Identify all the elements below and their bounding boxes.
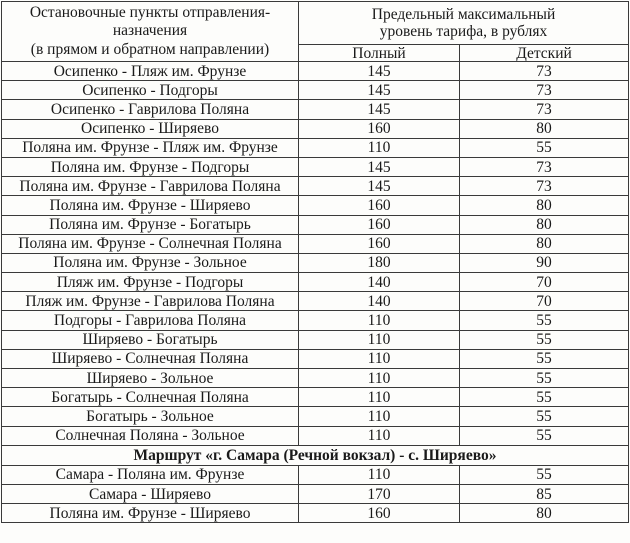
full-fare-cell: 160 xyxy=(299,215,460,234)
table-row xyxy=(2,157,629,176)
full-fare-cell: 180 xyxy=(299,253,460,272)
route-cell: Пляж им. Фрунзе - Подгоры xyxy=(2,273,299,292)
child-fare-cell: 90 xyxy=(460,253,629,272)
route-cell: Осипенко - Ширяево xyxy=(2,119,299,138)
table-row xyxy=(2,407,629,426)
full-fare-cell: 110 xyxy=(299,407,460,426)
table-row xyxy=(2,138,629,157)
full-fare-cell: 145 xyxy=(299,177,460,196)
route-cell: Ширяево - Солнечная Поляна xyxy=(2,349,299,368)
route-cell: Поляна им. Фрунзе - Зольное xyxy=(2,253,299,272)
full-fare-cell: 160 xyxy=(299,504,460,523)
route-cell: Подгоры - Гаврилова Поляна xyxy=(2,311,299,330)
table-row xyxy=(2,273,629,292)
child-fare-cell: 80 xyxy=(460,196,629,215)
full-fare-cell: 110 xyxy=(299,465,460,484)
section-routes-body xyxy=(2,465,629,523)
section-body xyxy=(2,445,629,465)
full-fare-cell: 160 xyxy=(299,119,460,138)
route-cell: Осипенко - Пляж им. Фрунзе xyxy=(2,62,299,81)
full-fare-cell: 140 xyxy=(299,273,460,292)
child-fare-cell: 85 xyxy=(460,484,629,503)
child-fare-cell: 55 xyxy=(460,426,629,445)
table-row xyxy=(2,234,629,253)
route-cell: Поляна им. Фрунзе - Гаврилова Поляна xyxy=(2,177,299,196)
full-fare-cell: 160 xyxy=(299,234,460,253)
tariff-header-line-2: уровень тарифа, в рублях xyxy=(379,23,548,40)
route-cell: Ширяево - Зольное xyxy=(2,369,299,388)
table-row xyxy=(2,253,629,272)
table-row xyxy=(2,388,629,407)
child-fare-cell: 80 xyxy=(460,119,629,138)
table-row xyxy=(2,465,629,484)
table-row xyxy=(2,215,629,234)
full-fare-cell: 110 xyxy=(299,426,460,445)
child-fare-cell: 70 xyxy=(460,292,629,311)
child-fare-cell: 55 xyxy=(460,388,629,407)
table-row xyxy=(2,292,629,311)
child-fare-cell: 70 xyxy=(460,273,629,292)
child-fare-cell: 55 xyxy=(460,407,629,426)
stops-header-line-3: (в прямом и обратном направлении) xyxy=(30,40,270,58)
tariff-header xyxy=(299,2,629,45)
full-fare-cell: 110 xyxy=(299,330,460,349)
route-cell: Пляж им. Фрунзе - Гаврилова Поляна xyxy=(2,292,299,311)
full-fare-cell: 170 xyxy=(299,484,460,503)
child-fare-cell: 73 xyxy=(460,157,629,176)
full-fare-cell: 145 xyxy=(299,81,460,100)
child-fare-cell: 55 xyxy=(460,311,629,330)
table-row xyxy=(2,196,629,215)
route-cell: Поляна им. Фрунзе - Подгоры xyxy=(2,157,299,176)
child-fare-cell: 55 xyxy=(460,369,629,388)
route-cell: Поляна им. Фрунзе - Солнечная Поляна xyxy=(2,234,299,253)
child-fare-cell: 73 xyxy=(460,81,629,100)
child-fare-cell: 73 xyxy=(460,62,629,81)
route-cell: Ширяево - Богатырь xyxy=(2,330,299,349)
tariff-table xyxy=(1,1,629,523)
table-row xyxy=(2,81,629,100)
full-fare-cell: 145 xyxy=(299,62,460,81)
route-cell: Богатырь - Зольное xyxy=(2,407,299,426)
full-fare-cell: 160 xyxy=(299,196,460,215)
child-fare-cell: 55 xyxy=(460,349,629,368)
table-row xyxy=(2,119,629,138)
table-row xyxy=(2,177,629,196)
route-cell: Самара - Ширяево xyxy=(2,484,299,503)
stops-header-line-2: назначения xyxy=(112,22,188,40)
child-fare-cell: 55 xyxy=(460,465,629,484)
route-cell: Солнечная Поляна - Зольное xyxy=(2,426,299,445)
child-fare-cell: 73 xyxy=(460,100,629,119)
route-cell: Осипенко - Подгоры xyxy=(2,81,299,100)
table-row xyxy=(2,62,629,81)
full-fare-cell: 110 xyxy=(299,349,460,368)
tariff-header-line-1: Предельный максимальный xyxy=(371,6,556,23)
table-row xyxy=(2,330,629,349)
table-row xyxy=(2,369,629,388)
full-fare-cell: 110 xyxy=(299,138,460,157)
route-cell: Богатырь - Солнечная Поляна xyxy=(2,388,299,407)
child-fare-header: Детский xyxy=(460,45,629,62)
stops-header-line-1: Остановочные пункты отправления- xyxy=(29,3,271,21)
full-fare-cell: 110 xyxy=(299,369,460,388)
table-row xyxy=(2,484,629,503)
full-fare-cell: 145 xyxy=(299,157,460,176)
route-cell: Поляна им. Фрунзе - Ширяево xyxy=(2,504,299,523)
table-row xyxy=(2,426,629,445)
child-fare-cell: 55 xyxy=(460,138,629,157)
table-row xyxy=(2,349,629,368)
child-fare-cell: 55 xyxy=(460,330,629,349)
child-fare-cell: 80 xyxy=(460,215,629,234)
stops-header xyxy=(2,2,299,62)
route-cell: Осипенко - Гаврилова Поляна xyxy=(2,100,299,119)
full-fare-cell: 110 xyxy=(299,311,460,330)
route-cell: Поляна им. Фрунзе - Богатырь xyxy=(2,215,299,234)
full-fare-cell: 145 xyxy=(299,100,460,119)
route-cell: Поляна им. Фрунзе - Пляж им. Фрунзе xyxy=(2,138,299,157)
child-fare-cell: 73 xyxy=(460,177,629,196)
table-row xyxy=(2,311,629,330)
child-fare-cell: 80 xyxy=(460,234,629,253)
child-fare-cell: 80 xyxy=(460,504,629,523)
route-cell: Поляна им. Фрунзе - Ширяево xyxy=(2,196,299,215)
full-fare-cell: 110 xyxy=(299,388,460,407)
full-fare-header: Полный xyxy=(299,45,460,62)
table-row xyxy=(2,100,629,119)
route-cell: Самара - Поляна им. Фрунзе xyxy=(2,465,299,484)
main-routes-body xyxy=(2,62,629,446)
section-title-row xyxy=(2,445,629,465)
section-title: Маршрут «г. Самара (Речной вокзал) - с. Ширяево» xyxy=(2,445,629,465)
table-row xyxy=(2,504,629,523)
full-fare-cell: 140 xyxy=(299,292,460,311)
